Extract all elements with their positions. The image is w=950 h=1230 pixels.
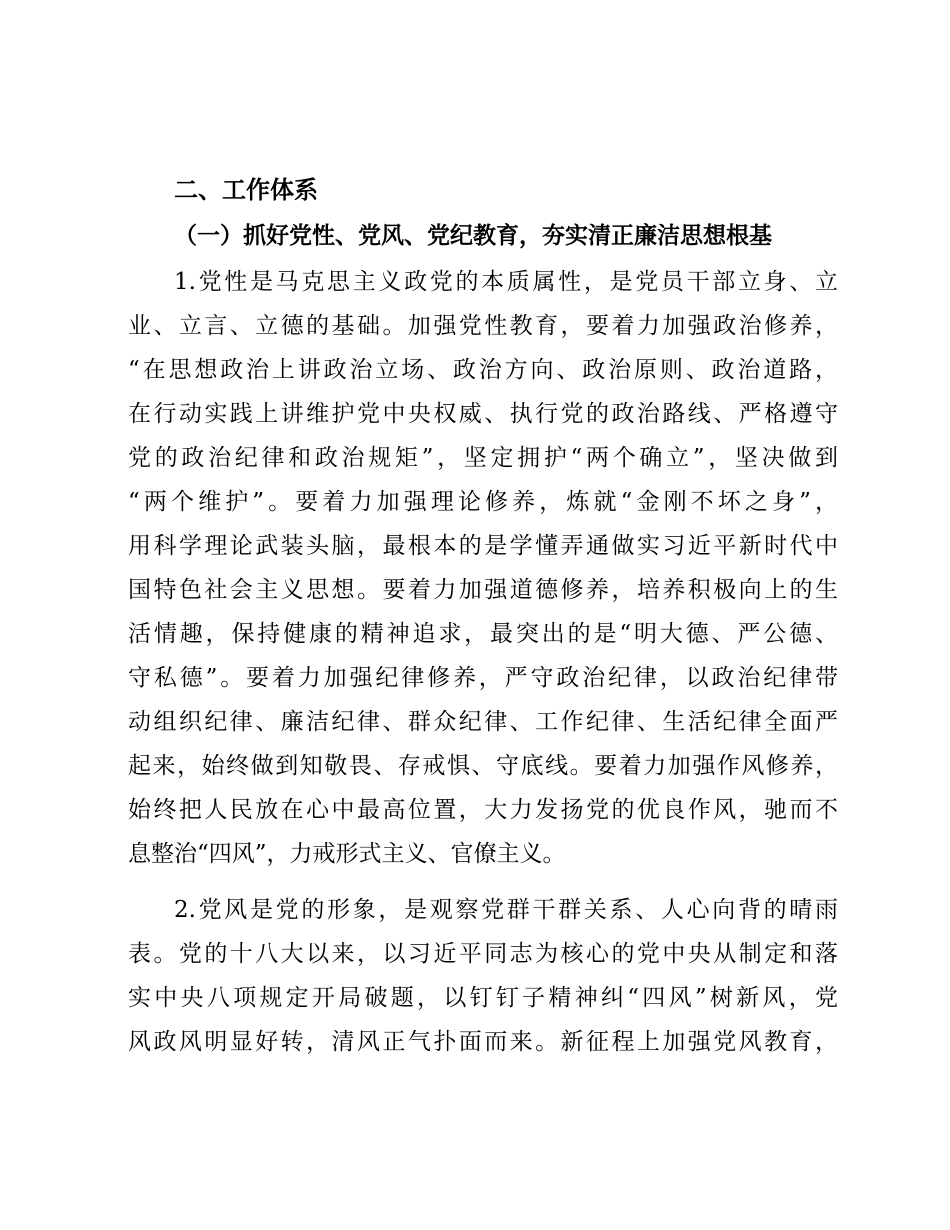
paragraph-1-line: 业、立言、立德的基础。加强党性教育，要着力加强政治修养，: [128, 313, 838, 339]
subsection-title: （一）抓好党性、党风、党纪教育，夯实清正廉洁思想根基: [174, 222, 772, 249]
paragraph-1-line: 国特色社会主义思想。要着力加强道德修养，培养积极向上的生: [128, 577, 838, 603]
paragraph-2-line: 2.党风是党的形象，是观察党群干群关系、人心向背的晴雨: [174, 897, 838, 923]
paragraph-1-line: 始终把人民放在心中最高位置，大力发扬党的优良作风，驰而不: [128, 797, 838, 823]
paragraph-1-line: 在行动实践上讲维护党中央权威、执行党的政治路线、严格遵守: [128, 401, 838, 427]
paragraph-1-line: 1.党性是马克思主义政党的本质属性，是党员干部立身、立: [174, 269, 838, 295]
paragraph-1-line: “两个维护”。要着力加强理论修养，炼就“金刚不坏之身”，: [128, 489, 838, 515]
paragraph-2-line: 表。党的十八大以来，以习近平同志为核心的党中央从制定和落: [128, 941, 838, 967]
paragraph-1-line: 活情趣，保持健康的精神追求，最突出的是“明大德、严公德、: [128, 621, 838, 647]
paragraph-1-line: 起来，始终做到知敬畏、存戒惧、守底线。要着力加强作风修养，: [128, 753, 838, 779]
paragraph-1-line: “在思想政治上讲政治立场、政治方向、政治原则、政治道路，: [128, 357, 838, 383]
paragraph-2-line: 实中央八项规定开局破题，以钉钉子精神纠“四风”树新风，党: [128, 985, 838, 1011]
section-title: 二、工作体系: [174, 175, 318, 204]
paragraph-1-line: 用科学理论武装头脑，最根本的是学懂弄通做实习近平新时代中: [128, 533, 838, 559]
paragraph-2-line: 风政风明显好转，清风正气扑面而来。新征程上加强党风教育，: [128, 1029, 838, 1055]
paragraph-1-line: 守私德”。要着力加强纪律修养，严守政治纪律，以政治纪律带: [128, 665, 838, 691]
paragraph-1-line: 息整治“四风”，力戒形式主义、官僚主义。: [128, 841, 566, 867]
paragraph-1-line: 动组织纪律、廉洁纪律、群众纪律、工作纪律、生活纪律全面严: [128, 709, 838, 735]
paragraph-1-line: 党的政治纪律和政治规矩”，坚定拥护“两个确立”，坚决做到: [128, 445, 838, 471]
